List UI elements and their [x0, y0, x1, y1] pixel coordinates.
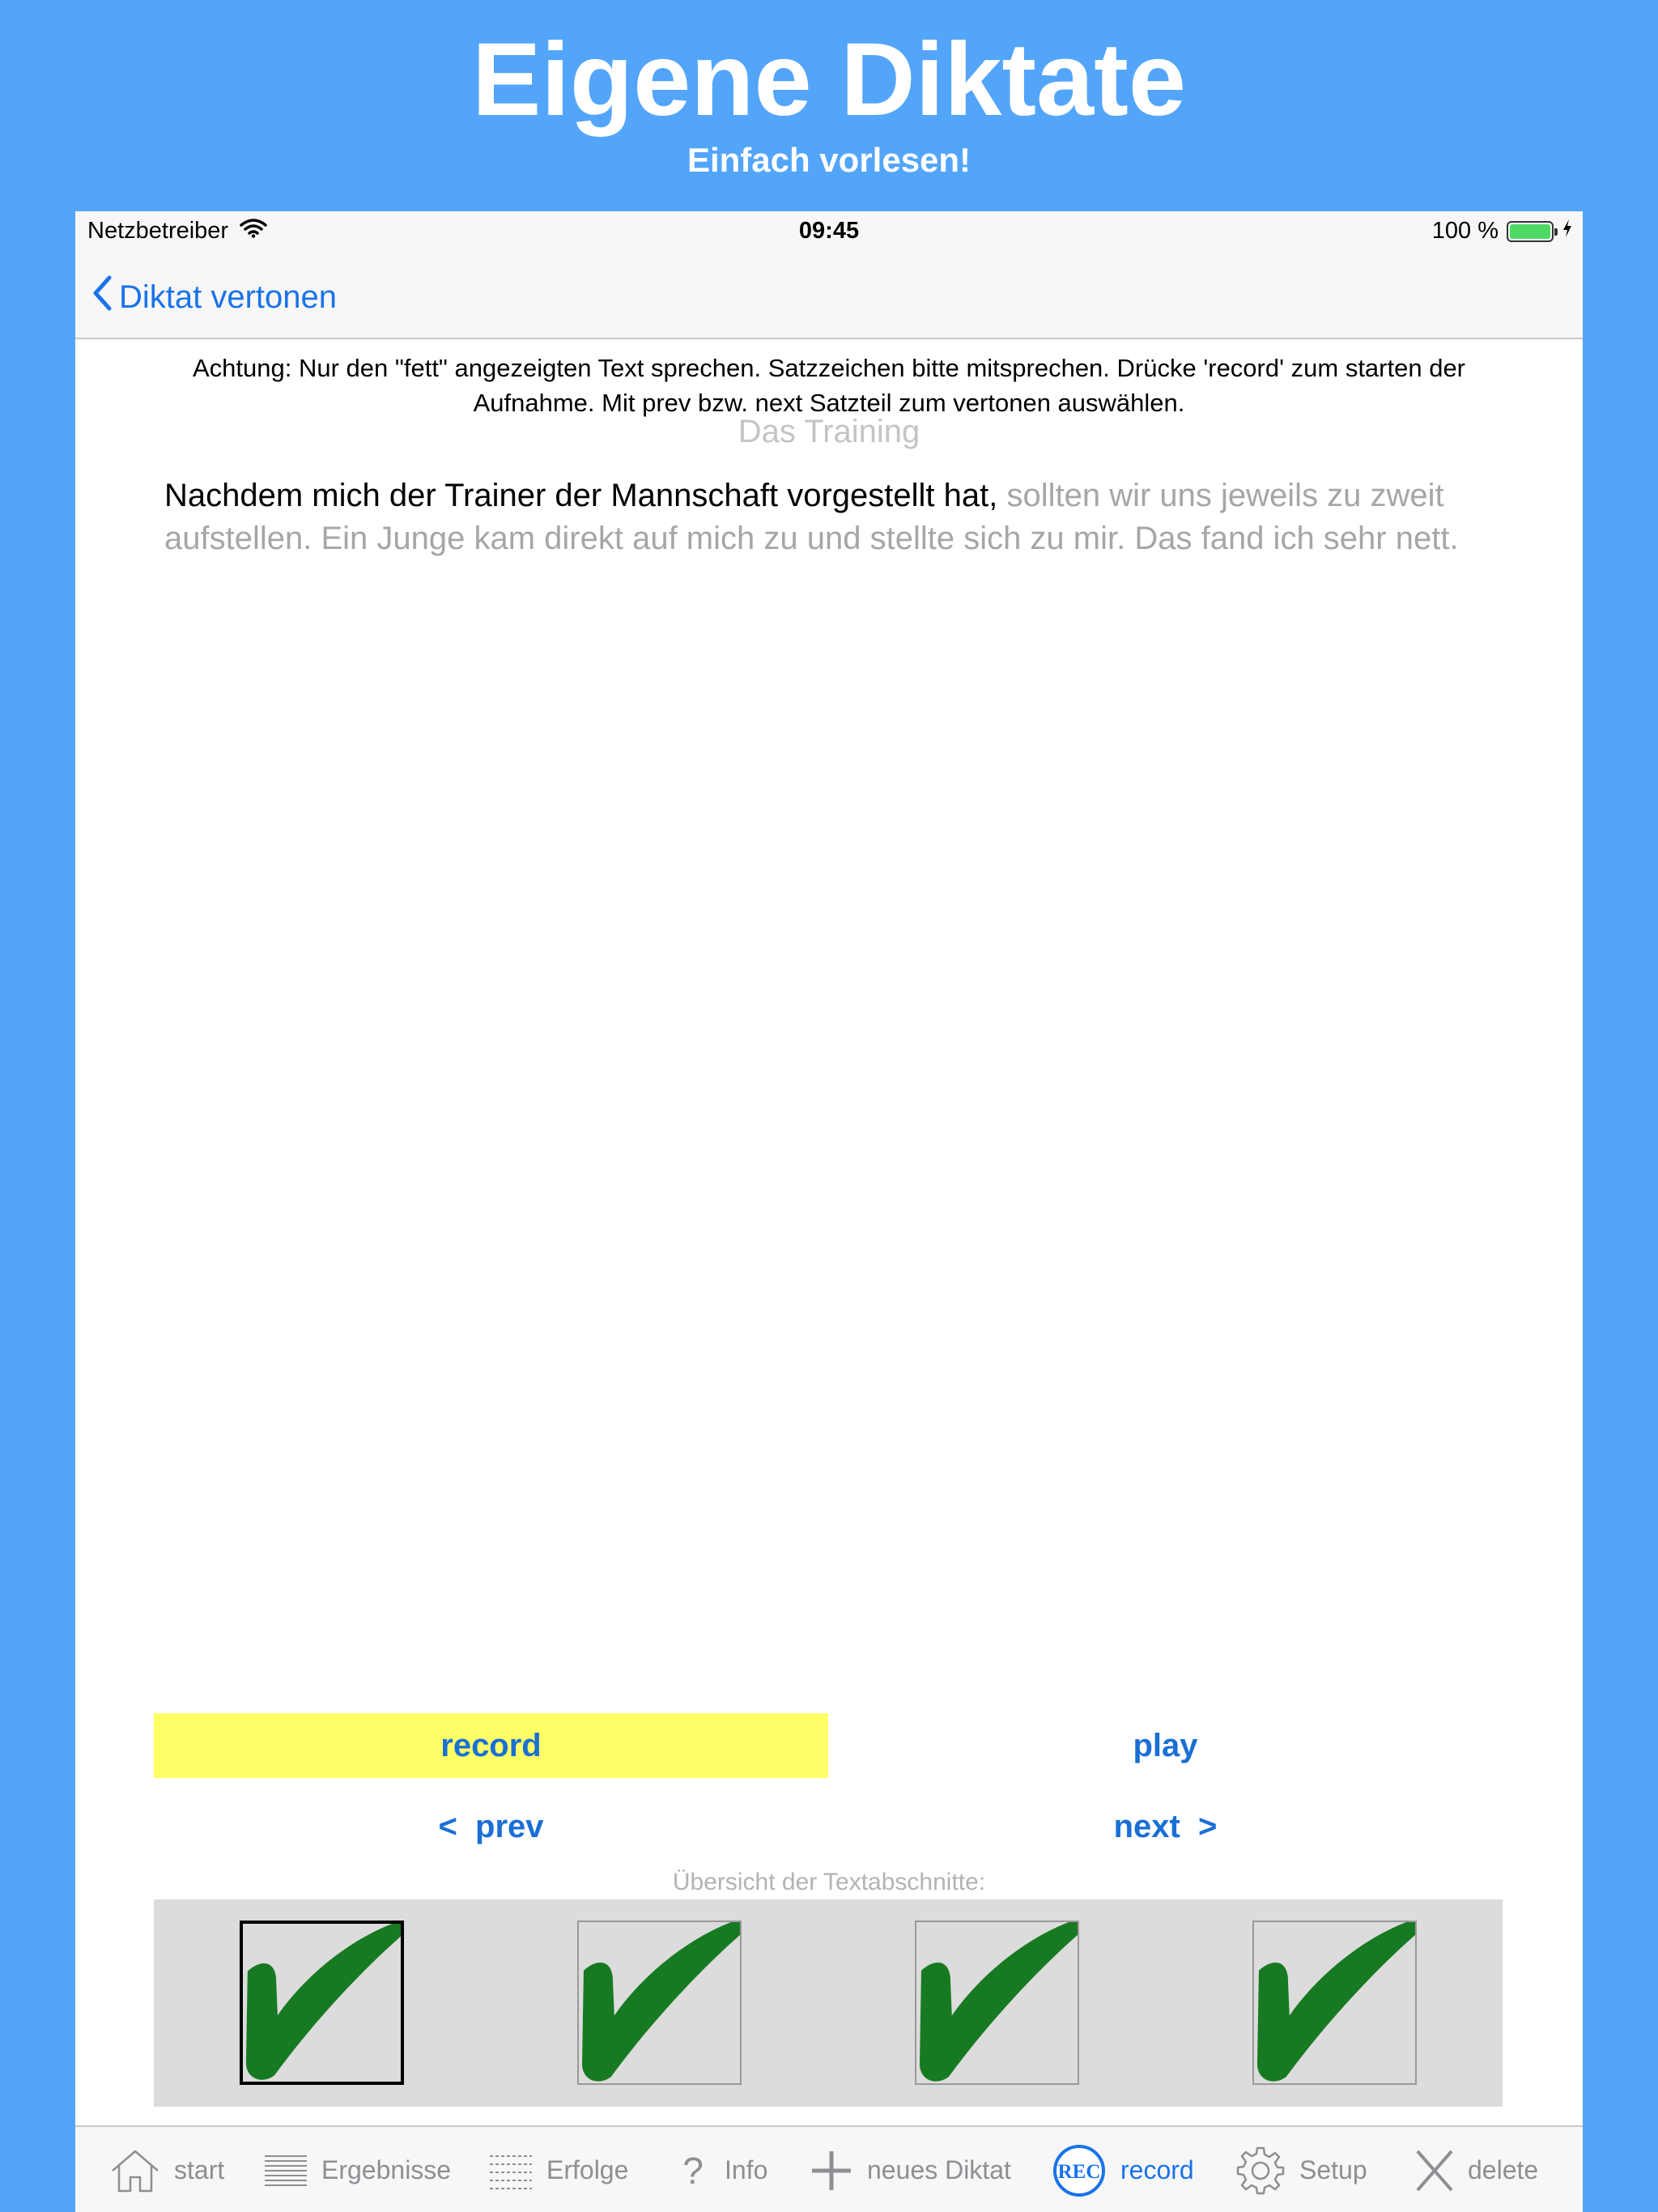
- back-button[interactable]: [91, 274, 337, 320]
- segment-tile[interactable]: [1252, 1921, 1417, 2085]
- tab-label: Erfolge: [546, 2155, 629, 2184]
- carrier-label: Netzbetreiber: [87, 218, 229, 244]
- gear-icon: [1235, 2145, 1286, 2197]
- tab-label: Info: [725, 2155, 768, 2184]
- battery-icon: [1507, 221, 1554, 242]
- checkmark-icon: [243, 1924, 401, 2082]
- record-button[interactable]: record: [154, 1713, 828, 1778]
- svg-text:REC: REC: [1057, 2160, 1101, 2183]
- plus-icon: [809, 2148, 854, 2193]
- segment-tile[interactable]: [577, 1921, 742, 2085]
- status-bar: [75, 211, 1583, 252]
- status-right-group: [1432, 218, 1573, 245]
- device-screen: [75, 211, 1583, 2212]
- play-button[interactable]: play: [1133, 1727, 1198, 1763]
- dotted-grid-icon: [488, 2151, 534, 2190]
- segment-tile[interactable]: [240, 1921, 404, 2085]
- tab-label: record: [1120, 2155, 1194, 2184]
- tab-ergebnisse[interactable]: [263, 2127, 451, 2212]
- question-icon: [674, 2148, 712, 2193]
- charging-icon: [1562, 218, 1573, 245]
- house-icon: [109, 2148, 161, 2193]
- x-icon: [1414, 2148, 1455, 2193]
- status-time: 09:45: [798, 218, 860, 244]
- tab-record[interactable]: [1051, 2127, 1194, 2212]
- prev-button[interactable]: < prev: [438, 1808, 544, 1844]
- svg-text:?: ?: [682, 2149, 704, 2192]
- tab-setup[interactable]: [1235, 2127, 1367, 2212]
- lines-icon: [263, 2151, 308, 2190]
- checkmark-icon: [1254, 1922, 1415, 2083]
- back-button-label: Diktat vertonen: [119, 279, 338, 315]
- diktat-text: [164, 474, 1524, 560]
- tab-label: Setup: [1299, 2155, 1367, 2184]
- checkmark-icon: [579, 1922, 740, 2083]
- next-button[interactable]: next >: [1113, 1808, 1218, 1844]
- promo-subtitle: Einfach vorlesen!: [687, 141, 971, 179]
- overview-label: Übersicht der Textabschnitte:: [672, 1869, 986, 1895]
- instruction-text: Achtung: Nur den "fett" angezeigten Text sprechen. Satzzeichen bitte mitsprechen. Drücke 'record' zum starten der Aufnahme. Mit prev bzw. next Satzteil zum vertonen auswählen.: [192, 354, 1466, 417]
- segment-tile[interactable]: [915, 1921, 1079, 2085]
- tab-neues-diktat[interactable]: [809, 2127, 1011, 2212]
- remaining-text: sollten wir uns jeweils zu zweit aufstellen. Ein Junge kam direkt auf mich zu und stellte sich zu mir. Das fand ich sehr nett.: [164, 478, 1459, 556]
- rec-icon: [1051, 2142, 1107, 2199]
- diktat-title: Das Training: [738, 414, 920, 449]
- segment-overview: [154, 1899, 1503, 2107]
- tab-label: delete: [1468, 2155, 1539, 2184]
- promo-title: Eigene Diktate: [471, 22, 1187, 138]
- battery-percentage: 100 %: [1431, 218, 1499, 244]
- chevron-left-icon: [91, 274, 113, 320]
- checkmark-icon: [916, 1922, 1078, 2083]
- tab-label: Ergebnisse: [321, 2155, 452, 2184]
- tab-label: neues Diktat: [867, 2155, 1011, 2184]
- tab-info[interactable]: [674, 2127, 767, 2212]
- tab-erfolge[interactable]: [488, 2127, 628, 2212]
- tab-bar: [75, 2125, 1583, 2212]
- tab-delete[interactable]: [1414, 2127, 1538, 2212]
- navigation-bar: [75, 252, 1583, 339]
- active-text-segment: Nachdem mich der Trainer der Mannschaft vorgestellt hat,: [164, 478, 998, 513]
- tab-label: start: [174, 2155, 225, 2184]
- tab-start[interactable]: [109, 2127, 224, 2212]
